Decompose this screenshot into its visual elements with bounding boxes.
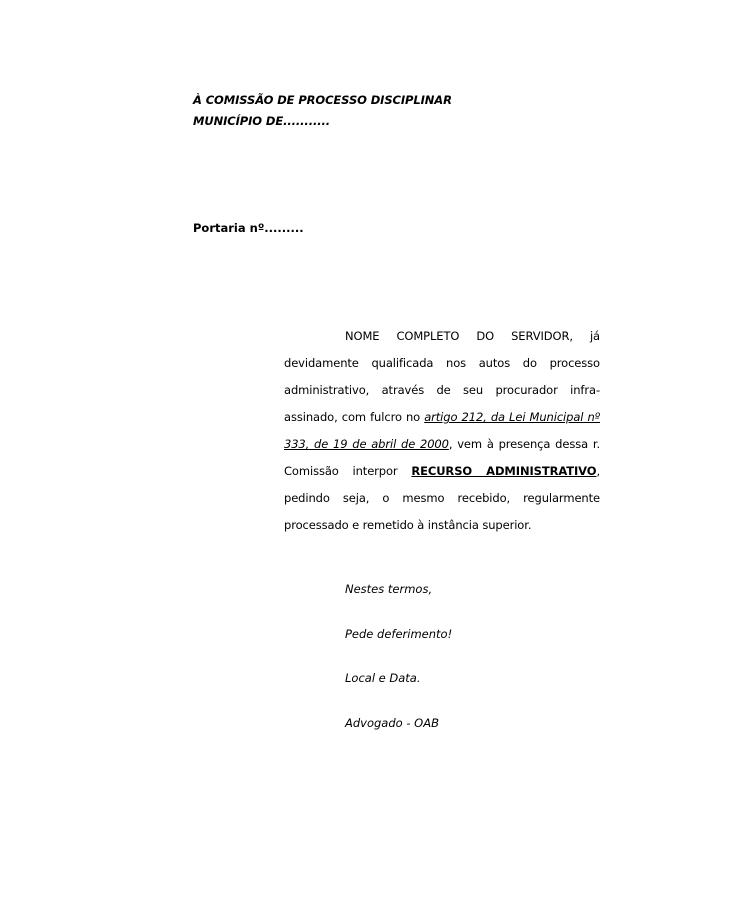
portaria-number: Portaria nº......... <box>193 221 304 235</box>
petition-body <box>284 323 600 539</box>
addressee-commission: À COMISSÃO DE PROCESSO DISCIPLINAR <box>193 93 452 107</box>
addressee-block <box>193 90 452 132</box>
body-text-part-3: , pedindo seja, o mesmo recebido, regularmente processado e remetido à instância superior. <box>284 464 600 532</box>
legal-reference: artigo 212, da Lei Municipal nº 333, de 19 de abril de 2000 <box>284 410 600 451</box>
closing-block <box>345 580 452 758</box>
body-text-part-1: NOME COMPLETO DO SERVIDOR, já devidamente qualificada nos autos do processo administrativo, através de seu procurador infra-assinado, com fulcro no <box>284 329 600 424</box>
closing-request: Pede deferimento! <box>345 626 453 641</box>
closing-place-date: Local e Data. <box>345 671 421 685</box>
closing-signature: Advogado - OAB <box>345 715 439 730</box>
closing-terms: Nestes termos, <box>345 582 433 596</box>
body-text-part-2: , vem à presença dessa r. Comissão interpor <box>284 437 600 478</box>
addressee-municipality: MUNICÍPIO DE........... <box>193 114 331 128</box>
appeal-title: RECURSO ADMINISTRATIVO <box>411 464 597 478</box>
